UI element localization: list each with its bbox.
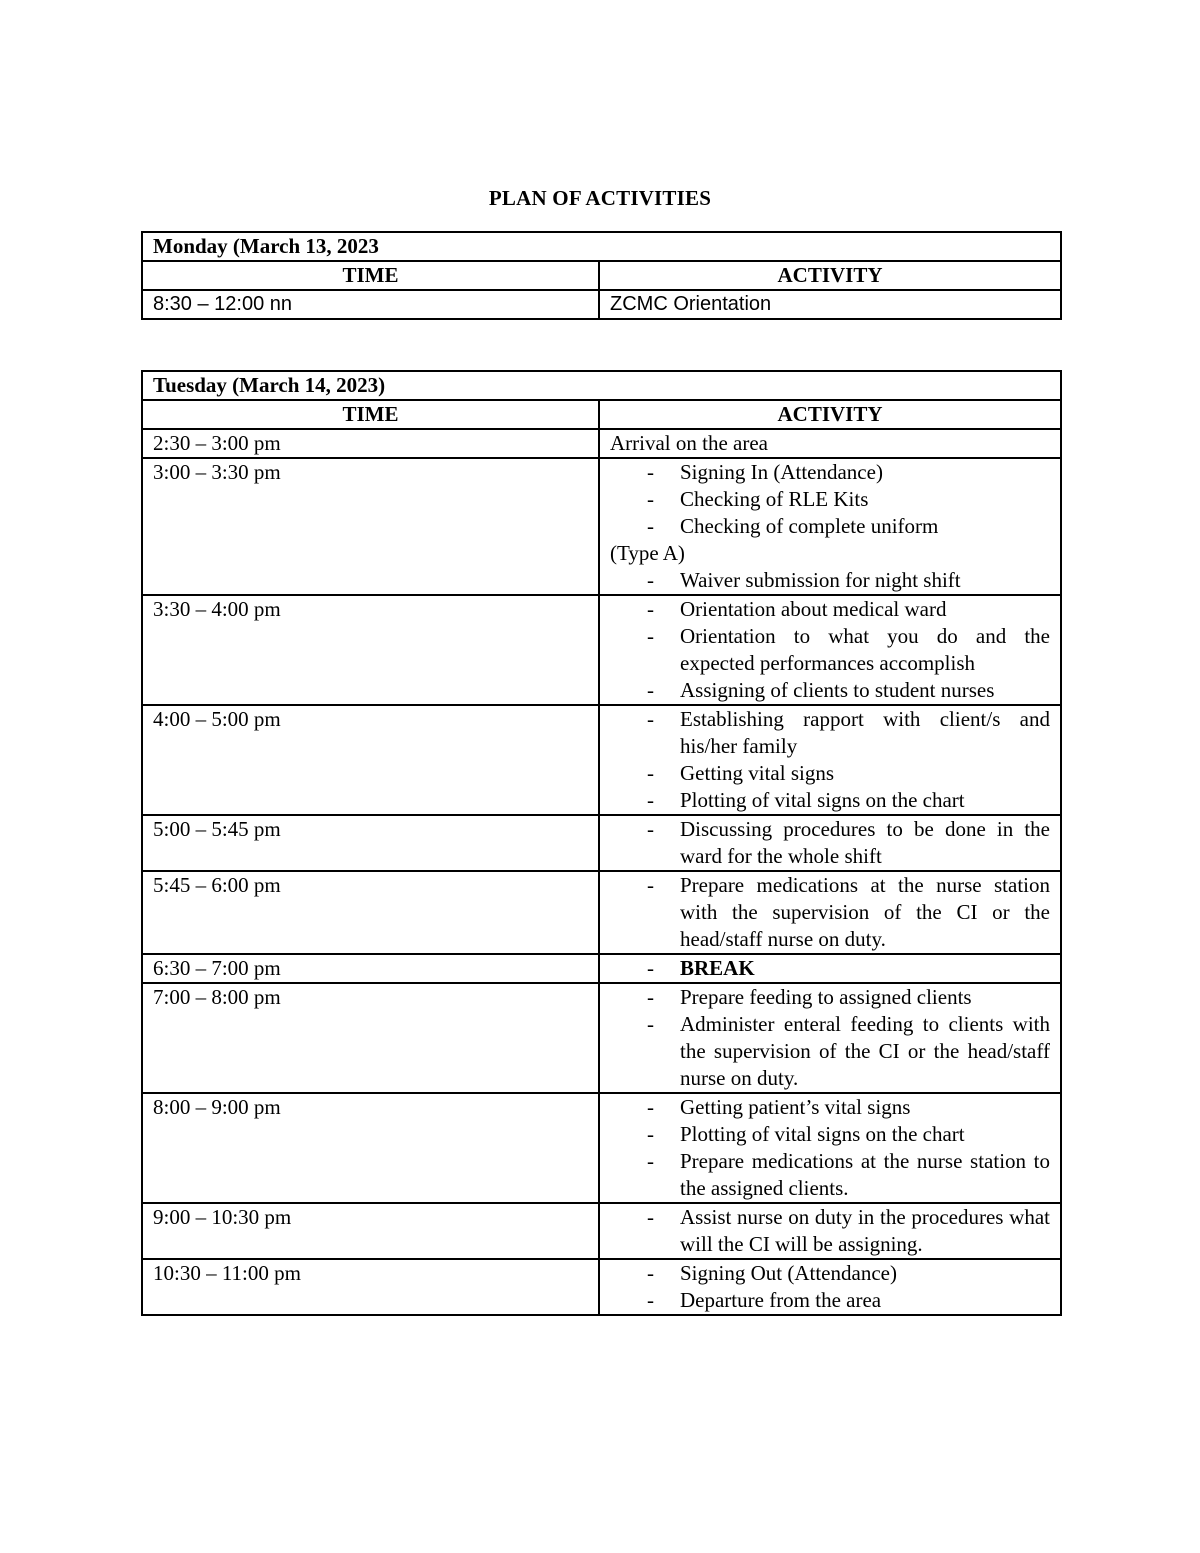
activity-text: Establishing rapport with client/s and his/her family (680, 707, 1050, 758)
activity-cell (599, 983, 1061, 1093)
activity-list (610, 872, 1050, 953)
activity-cell (599, 458, 1061, 595)
activity-cell: Arrival on the area (599, 429, 1061, 458)
activity-text: Prepare medications at the nurse station to the assigned clients. (680, 1149, 1050, 1200)
time-cell: 3:00 – 3:30 pm (142, 458, 599, 595)
list-item (610, 1204, 1050, 1258)
dash-bullet: - (647, 1095, 654, 1119)
list-item (610, 513, 1050, 540)
activity-cell (599, 1259, 1061, 1315)
table-row (142, 1093, 1061, 1203)
list-item (610, 816, 1050, 870)
dash-bullet: - (647, 1122, 654, 1146)
table-row (142, 595, 1061, 705)
table-row (142, 1259, 1061, 1315)
activity-text: Getting patient’s vital signs (680, 1095, 911, 1119)
activity-list (610, 955, 1050, 982)
activity-text: Orientation to what you do and the expected performances accomplish (680, 624, 1050, 675)
dash-bullet: - (647, 761, 654, 785)
list-item (610, 596, 1050, 623)
list-item (610, 1287, 1050, 1314)
dash-bullet: - (647, 460, 654, 484)
time-cell: 3:30 – 4:00 pm (142, 595, 599, 705)
list-item (610, 787, 1050, 814)
activity-list (610, 1094, 1050, 1202)
activity-cell (599, 815, 1061, 871)
activity-text: Plotting of vital signs on the chart (680, 1122, 965, 1146)
time-cell: 4:00 – 5:00 pm (142, 705, 599, 815)
list-item (610, 677, 1050, 704)
activity-list (610, 706, 1050, 814)
time-cell: 10:30 – 11:00 pm (142, 1259, 599, 1315)
dash-bullet: - (647, 1261, 654, 1285)
list-item (610, 984, 1050, 1011)
dash-bullet: - (647, 873, 654, 897)
column-header-row (142, 400, 1061, 429)
list-item (610, 1094, 1050, 1121)
table-row (142, 290, 1061, 319)
activity-text: Administer enteral feeding to clients with the supervision of the CI or the head/staff nurse on duty. (680, 1012, 1050, 1090)
activity-text: Prepare medications at the nurse station with the supervision of the CI or the head/staff nurse on duty. (680, 873, 1050, 951)
time-cell: 8:30 – 12:00 nn (142, 290, 599, 319)
activity-text: Getting vital signs (680, 761, 834, 785)
dash-bullet: - (647, 985, 654, 1009)
list-item (610, 706, 1050, 760)
list-item (610, 955, 1050, 982)
page-title: PLAN OF ACTIVITIES (488, 186, 712, 210)
day-header-row (142, 371, 1061, 400)
activity-text: Prepare feeding to assigned clients (680, 985, 972, 1009)
tuesday-schedule-table (141, 370, 1062, 1316)
activity-text: Checking of complete uniform (680, 514, 939, 538)
time-cell: 7:00 – 8:00 pm (142, 983, 599, 1093)
dash-bullet: - (647, 568, 654, 592)
list-item (610, 623, 1050, 677)
table-row (142, 1203, 1061, 1259)
table-row (142, 458, 1061, 595)
table-row (142, 429, 1061, 458)
dash-bullet: - (647, 624, 654, 648)
activity-continuation: (Type A) (610, 541, 685, 565)
column-header-row (142, 261, 1061, 290)
activity-text: Assist nurse on duty in the procedures what will the CI will be assigning. (680, 1205, 1050, 1256)
activity-text: Waiver submission for night shift (680, 568, 961, 592)
table-row (142, 983, 1061, 1093)
day-header-row (142, 232, 1061, 261)
activity-text: Checking of RLE Kits (680, 487, 869, 511)
activity-cell (599, 1203, 1061, 1259)
list-item (610, 567, 1050, 594)
dash-bullet: - (647, 788, 654, 812)
activity-text: Discussing procedures to be done in the ward for the whole shift (680, 817, 1050, 868)
time-column-header: TIME (142, 400, 599, 429)
list-item (610, 1260, 1050, 1287)
list-item (610, 459, 1050, 486)
table-row (142, 954, 1061, 983)
activity-list (610, 567, 1050, 594)
activity-list (610, 1260, 1050, 1314)
activity-cell (599, 595, 1061, 705)
break-label: BREAK (680, 956, 755, 980)
time-cell: 6:30 – 7:00 pm (142, 954, 599, 983)
dash-bullet: - (647, 1149, 654, 1173)
time-cell: 9:00 – 10:30 pm (142, 1203, 599, 1259)
day-label: Tuesday (March 14, 2023) (142, 371, 1061, 400)
activity-text: Signing In (Attendance) (680, 460, 883, 484)
dash-bullet: - (647, 597, 654, 621)
activity-cell (599, 954, 1061, 983)
dash-bullet: - (647, 1205, 654, 1229)
activity-list (610, 816, 1050, 870)
table-row (142, 705, 1061, 815)
activity-list (610, 459, 1050, 540)
time-cell: 5:00 – 5:45 pm (142, 815, 599, 871)
activity-text: Signing Out (Attendance) (680, 1261, 897, 1285)
activity-text: Plotting of vital signs on the chart (680, 788, 965, 812)
dash-bullet: - (647, 514, 654, 538)
time-cell: 8:00 – 9:00 pm (142, 1093, 599, 1203)
list-item (610, 1121, 1050, 1148)
list-item (610, 486, 1050, 513)
dash-bullet: - (647, 707, 654, 731)
activity-list (610, 984, 1050, 1092)
activity-column-header: ACTIVITY (599, 400, 1061, 429)
activity-cell (599, 871, 1061, 954)
activity-cell: ZCMC Orientation (599, 290, 1061, 319)
activity-cell (599, 1093, 1061, 1203)
activity-text: Assigning of clients to student nurses (680, 678, 995, 702)
activity-text: Orientation about medical ward (680, 597, 947, 621)
list-item (610, 1148, 1050, 1202)
activity-list (610, 596, 1050, 704)
table-row (142, 815, 1061, 871)
list-item (610, 1011, 1050, 1092)
activity-column-header: ACTIVITY (599, 261, 1061, 290)
dash-bullet: - (647, 1012, 654, 1036)
time-column-header: TIME (142, 261, 599, 290)
time-cell: 5:45 – 6:00 pm (142, 871, 599, 954)
list-item (610, 872, 1050, 953)
list-item (610, 760, 1050, 787)
time-cell: 2:30 – 3:00 pm (142, 429, 599, 458)
table-row (142, 871, 1061, 954)
activity-text: Departure from the area (680, 1288, 882, 1312)
dash-bullet: - (647, 956, 654, 980)
dash-bullet: - (647, 1288, 654, 1312)
dash-bullet: - (647, 678, 654, 702)
activity-cell (599, 705, 1061, 815)
dash-bullet: - (647, 817, 654, 841)
monday-schedule-table (141, 231, 1062, 320)
dash-bullet: - (647, 487, 654, 511)
activity-list (610, 1204, 1050, 1258)
day-label: Monday (March 13, 2023 (142, 232, 1061, 261)
